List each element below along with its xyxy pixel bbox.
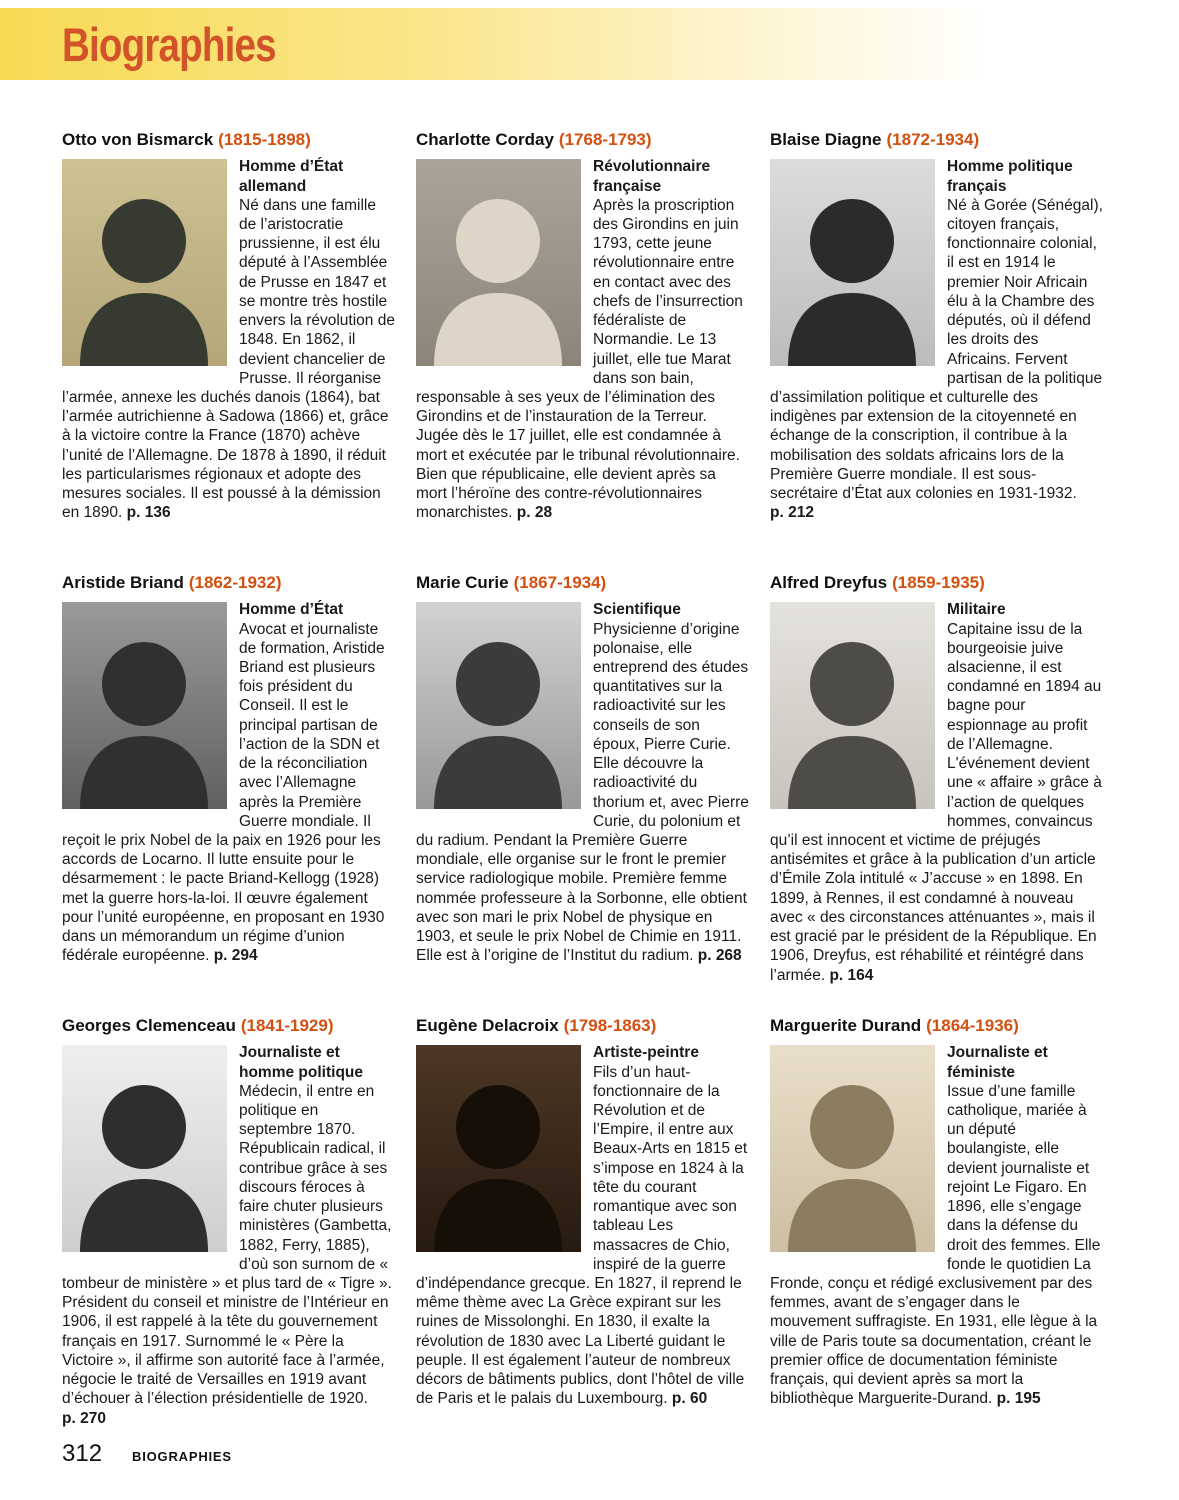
portrait-silhouette <box>770 602 935 809</box>
portrait-aristide-briand <box>62 602 227 809</box>
biography-entry-clemenceau <box>62 1016 395 1459</box>
header-band <box>0 8 1179 80</box>
page-reference: p. 268 <box>697 947 742 965</box>
portrait-silhouette <box>416 602 581 809</box>
person-role: Homme politique français <box>947 158 1073 195</box>
entry-heading <box>770 130 1103 150</box>
portrait-charlotte-corday <box>416 159 581 366</box>
portrait-silhouette <box>416 1045 581 1252</box>
biography-entry-corday <box>416 130 749 573</box>
bio-text: Après la proscription des Girondins en juin 1793, cette jeune révolutionnaire entre en contact avec des chefs de l’insurrection fédéraliste de Normandie. Le 13 juillet, elle tue Marat dans son bain, responsable à ses yeux de l’élimination des Girondins et de l’instauration de la Terreur. Jugée dès le 17 juillet, elle est condamnée à mort et exécutée par le tribunal révolutionnaire. Bien que républicaine, elle devient après sa mort l’héroïne des contre-révolutionnaires monarchistes. <box>416 196 743 522</box>
portrait-silhouette <box>62 159 227 366</box>
portrait-silhouette <box>770 1045 935 1252</box>
person-dates: (1864-1936) <box>926 1016 1019 1035</box>
entry-heading <box>416 130 749 150</box>
portrait-georges-clemenceau <box>62 1045 227 1252</box>
entry-heading <box>770 1016 1103 1036</box>
person-dates: (1798-1863) <box>563 1016 657 1035</box>
biography-entry-briand <box>62 573 395 1016</box>
person-dates: (1815-1898) <box>218 130 311 149</box>
person-role: Homme d’État allemand <box>239 158 344 195</box>
page-reference: p. 212 <box>770 504 814 522</box>
page-reference: p. 28 <box>516 504 553 522</box>
page-reference: p. 136 <box>126 504 171 522</box>
person-dates: (1872-1934) <box>886 130 980 149</box>
person-name: Marie Curie <box>416 573 509 592</box>
portrait-otto-von-bismarck <box>62 159 227 366</box>
bio-text: Issue d’une famille catholique, mariée à un député boulangiste, elle devient journaliste et rejoint Le Figaro. En 1896, elle s’engage dans la défense du droit des femmes. Elle fonde le quotidien La Fronde, conçu et rédigé exclusivement par des femmes, avant de s’engager dans le mouvement suffragiste. En 1931, elle lègue à la ville de Paris toute sa documentation, créant le premier office de documentation féministe français, qui devient après sa mort la bibliothèque Marguerite-Durand. <box>770 1082 1101 1408</box>
entry-heading <box>416 1016 749 1036</box>
bio-text: Né à Gorée (Sénégal), citoyen français, fonctionnaire colonial, il est en 1914 le premier Noir Africain élu à la Chambre des députés, où il défend les droits des Africains. Fervent partisan de la politique d’assimilation politique et culturelle des indigènes par extension de la citoyenneté en échange de la conscription, il contribue à la mobilisation des soldats africains lors de la Première Guerre mondiale. Il est sous-secrétaire d’État aux colonies en 1931-1932. <box>770 196 1103 503</box>
portrait-silhouette <box>62 602 227 809</box>
person-dates: (1867-1934) <box>513 573 607 592</box>
person-name: Marguerite Durand <box>770 1016 922 1035</box>
biography-entry-dreyfus <box>770 573 1103 1016</box>
person-name: Charlotte Corday <box>416 130 554 149</box>
person-name: Blaise Diagne <box>770 130 882 149</box>
bio-text: Né dans une famille de l’aristocratie prussienne, il est élu député à l’Assemblée de Prusse en 1847 et se montre très hostile envers la révolution de 1848. En 1862, il devient chancelier de Prusse. Il réorganise l’armée, annexe les duchés danois (1864), bat l’armée autrichienne à Sadowa (1866) et, grâce à la victoire contre la France (1870) achève l’unité de l’Allemagne. De 1878 à 1890, il réduit les particularismes régionaux et adopte des mesures sociales. Il est poussé à la démission en 1890. <box>62 196 395 522</box>
page-reference: p. 164 <box>829 966 874 984</box>
portrait-alfred-dreyfus <box>770 602 935 809</box>
page-reference: p. 294 <box>213 947 258 965</box>
portrait-silhouette <box>770 159 935 366</box>
biography-grid <box>0 130 1179 1459</box>
page-reference: p. 60 <box>671 1390 708 1408</box>
biography-entry-curie <box>416 573 749 1016</box>
entry-heading <box>62 573 395 593</box>
portrait-marie-curie <box>416 602 581 809</box>
bio-text: Physicienne d’origine polonaise, elle entreprend des études quantitatives sur la radioactivité sur les conseils de son époux, Pierre Curie. Elle découvre la radioactivité du thorium et, avec Pierre Curie, du polonium et du radium. Pendant la Première Guerre mondiale, elle organise sur le front le premier service radiologique mobile. Première femme nommée professeure à la Sorbonne, elle obtient avec son mari le prix Nobel de physique en 1903, et seule le prix Nobel de Chimie en 1911. Elle est à l’origine de l’Institut du radium. <box>416 620 749 965</box>
biography-entry-bismarck <box>62 130 395 573</box>
bio-text: Avocat et journaliste de formation, Aristide Briand est plusieurs fois président du Conseil. Il est le principal partisan de l’action de la SDN et de la réconciliation avec l’Allemagne après la Première Guerre mondiale. Il reçoit le prix Nobel de la paix en 1926 pour les accords de Locarno. Il lutte ensuite pour le désarmement : le pacte Briand-Kellogg (1928) met la guerre hors-la-loi. Il œuvre également pour l’unité européenne, en proposant en 1930 dans un mémorandum un régime d’union fédérale européenne. <box>62 620 385 965</box>
person-name: Aristide Briand <box>62 573 184 592</box>
page-reference: p. 270 <box>62 1409 106 1427</box>
person-role: Journaliste et homme politique <box>239 1044 363 1081</box>
portrait-blaise-diagne <box>770 159 935 366</box>
page-reference: p. 195 <box>996 1390 1041 1408</box>
portrait-marguerite-durand <box>770 1045 935 1252</box>
person-role: Artiste-peintre <box>593 1044 699 1062</box>
page-title: Biographies <box>62 17 276 71</box>
footer-section-label: BIOGRAPHIES <box>132 1449 232 1464</box>
person-dates: (1859-1935) <box>892 573 985 592</box>
entry-heading <box>62 1016 395 1036</box>
entry-heading <box>416 573 749 593</box>
person-role: Scientifique <box>593 601 681 619</box>
bio-text: Capitaine issu de la bourgeoisie juive alsacienne, il est condamné en 1894 au bagne pour espionnage au profit de l’Allemagne. L'événement devient une « affaire » grâce à l’action de quelques hommes, convaincus qu’il est innocent et victime de préjugés antisémites et grâce à la publication d’un article d’Émile Zola intitulé « J’accuse » en 1898. En 1899, à Rennes, il est condamné à nouveau avec « des circonstances atténuantes », mais il est gracié par le président de la République. En 1906, Dreyfus, est réhabilité et réintégré dans l’armée. <box>770 620 1102 984</box>
bio-text: Médecin, il entre en politique en septembre 1870. Républicain radical, il contribue grâce à ses discours féroces à faire chuter plusieurs ministères (Gambetta, 1882, Ferry, 1885), d’où son surnom de « tombeur de ministère » et plus tard de « Tigre ». Président du conseil et ministre de l’Intérieur en 1906, il est rappelé à la tête du gouvernement français en 1917. Surnommé le « Père la Victoire », il affirme son autorité face à l’armée, négocie le traité de Versailles en 1919 avant d’échouer à l’élection présidentielle de 1920. <box>62 1082 392 1408</box>
person-role: Révolutionnaire française <box>593 158 711 195</box>
portrait-silhouette <box>416 159 581 366</box>
person-dates: (1841-1929) <box>240 1016 334 1035</box>
page-footer <box>62 1440 232 1468</box>
entry-heading <box>770 573 1103 593</box>
biography-entry-diagne <box>770 130 1103 573</box>
person-name: Alfred Dreyfus <box>770 573 888 592</box>
person-name: Eugène Delacroix <box>416 1016 559 1035</box>
page-number: 312 <box>62 1440 103 1467</box>
portrait-eugene-delacroix <box>416 1045 581 1252</box>
biography-entry-durand <box>770 1016 1103 1459</box>
person-name: Georges Clemenceau <box>62 1016 236 1035</box>
person-role: Journaliste et féministe <box>947 1044 1048 1081</box>
portrait-silhouette <box>62 1045 227 1252</box>
person-dates: (1862-1932) <box>188 573 282 592</box>
person-role: Militaire <box>947 601 1006 619</box>
person-role: Homme d’État <box>239 601 344 619</box>
bio-text: Fils d’un haut-fonctionnaire de la Révolution et de l’Empire, il entre aux Beaux-Arts en 1815 et s’impose en 1824 à la tête du courant romantique avec son tableau Les massacres de Chio, inspiré de la guerre d’indépendance grecque. En 1827, il reprend le même thème avec La Grèce expirant sur les ruines de Missolonghi. En 1830, il exalte la révolution de 1830 avec La Liberté guidant le peuple. Il est également l’auteur de nombreux décors de bâtiments publics, dont l’hôtel de ville de Paris et le palais du Luxembourg. <box>416 1063 748 1408</box>
biography-entry-delacroix <box>416 1016 749 1459</box>
person-dates: (1768-1793) <box>558 130 652 149</box>
entry-heading <box>62 130 395 150</box>
person-name: Otto von Bismarck <box>62 130 214 149</box>
